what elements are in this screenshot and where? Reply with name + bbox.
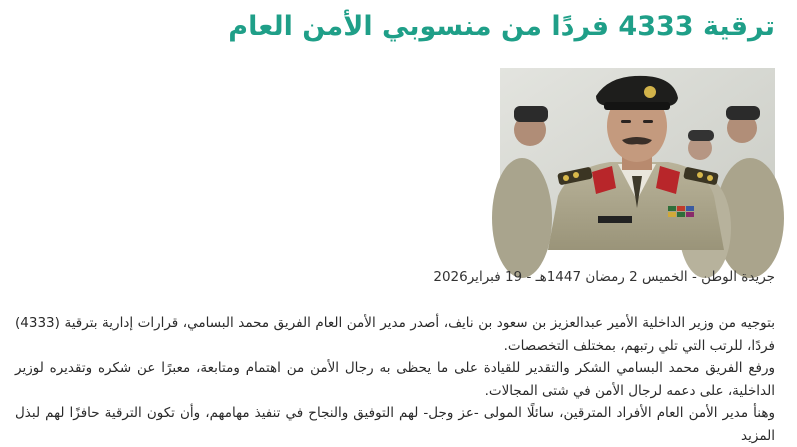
article-photo [500, 68, 775, 250]
article-body [15, 312, 775, 447]
officer-portrait-image [500, 68, 775, 250]
article-paragraph: بتوجيه من وزير الداخلية الأمير عبدالعزيز بن سعود بن نايف، أصدر مدير الأمن العام الفريق محمد البسامي، قرارات إدارية بترقية (4333) فردًا، للرتب التي تلي رتبهم، بمختلف التخصصات. [15, 315, 775, 354]
article-source-date: جريدة الوطن - الخميس 2 رمضان 1447هـ - 19 فبراير2026 [433, 269, 775, 285]
article-paragraph: ورفع الفريق محمد البسامي الشكر والتقدير للقيادة على ما يحظى به رجال الأمن من اهتمام ومتابعة، معبرًا عن شكره وتقديره لوزير الداخلية، على دعمه لرجال الأمن في شتى المجالات. [15, 360, 775, 399]
article-title: ترقية 4333 فردًا من منسوبي الأمن العام [228, 11, 775, 42]
article-paragraph: وهنأ مدير الأمن العام الأفراد المترقين، سائلًا المولى -عز وجل- لهم التوفيق والنجاح في تنفيذ مهامهم، وأن تكون الترقية حافزًا لهم لبذل المزيد [15, 405, 775, 444]
